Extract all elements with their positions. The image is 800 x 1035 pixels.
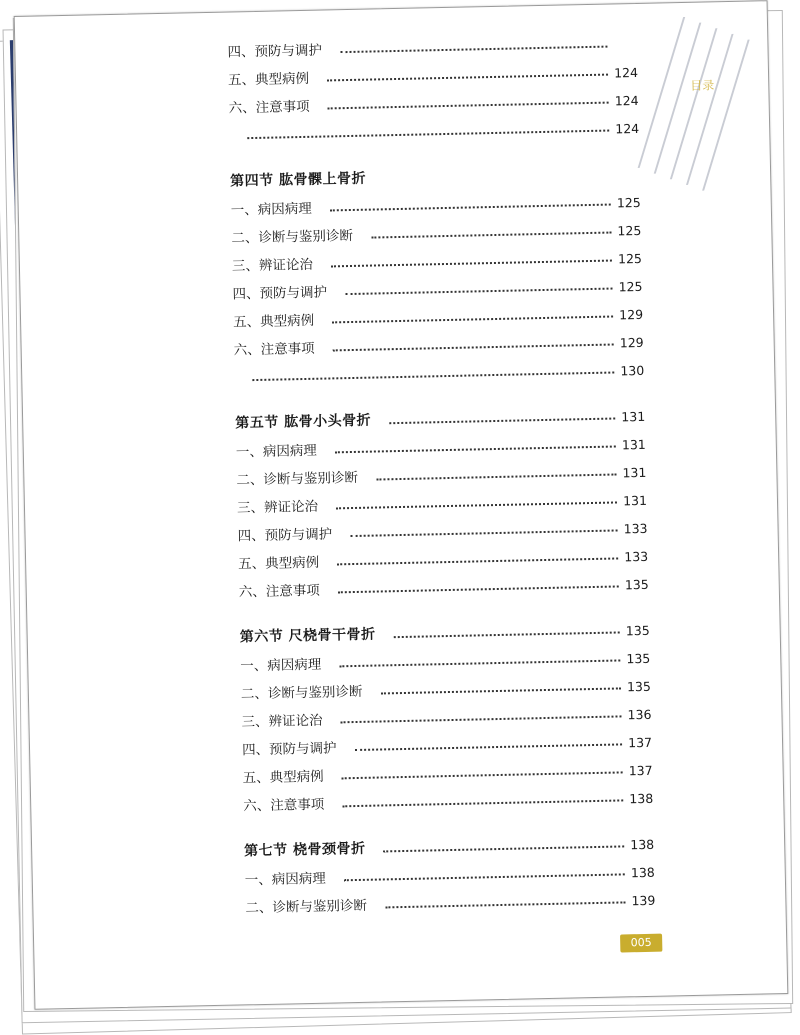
toc-section [244, 824, 656, 917]
page-number-badge: 005 [620, 934, 662, 953]
page-number: 135 [625, 622, 650, 639]
toc-section [230, 154, 645, 387]
entry-title: 六、注意事项 [243, 796, 325, 815]
page-number: 131 [621, 408, 646, 425]
section-title: 第七节 桡骨颈骨折 [244, 840, 366, 860]
entry-title: 二、诊断与鉴别诊断 [236, 469, 359, 489]
dot-leader [384, 844, 625, 852]
entry-title: 六、注意事项 [238, 582, 320, 601]
dot-leader [380, 686, 621, 694]
toc-page [14, 0, 789, 1010]
page-number: 125 [617, 250, 643, 267]
entry-title: 二、诊断与鉴别诊断 [231, 227, 354, 247]
page-number: 139 [631, 892, 656, 909]
entry-title: 四、预防与调护 [241, 740, 337, 759]
entry-title: 四、预防与调护 [237, 526, 333, 545]
entry-title: 三、辨证论治 [231, 256, 314, 275]
entry-title: 五、典型病例 [238, 554, 320, 573]
dot-leader [371, 231, 612, 239]
dot-leader [350, 528, 618, 537]
section-title: 第五节 肱骨小头骨折 [235, 412, 372, 432]
dot-leader [333, 343, 614, 352]
page-number: 125 [617, 222, 642, 239]
dot-leader [336, 500, 617, 509]
page-number: 135 [626, 650, 651, 667]
page-number: 133 [623, 520, 648, 537]
page-number: 131 [621, 436, 646, 453]
dot-leader [327, 73, 608, 82]
toc-section [235, 396, 649, 601]
page-number: 131 [622, 492, 648, 509]
page-number: 124 [613, 64, 639, 81]
dot-leader [332, 315, 613, 324]
page-number: 137 [628, 734, 653, 751]
page-number: 124 [614, 92, 639, 109]
dot-leader [337, 556, 618, 565]
page-number: 130 [620, 362, 645, 379]
entry-title: 二、诊断与鉴别诊断 [245, 897, 368, 917]
page-number: 137 [628, 762, 653, 779]
dot-leader [342, 798, 623, 807]
page-number: 124 [615, 120, 640, 137]
dot-leader [252, 371, 614, 382]
dot-leader [339, 658, 620, 667]
page-number: 135 [624, 576, 649, 593]
entry-title: 六、注意事项 [233, 340, 315, 359]
entry-title: 一、病因病理 [235, 442, 318, 461]
page-number: 129 [619, 334, 644, 351]
entry-title: 二、诊断与鉴别诊断 [240, 683, 363, 703]
dot-leader [344, 872, 625, 881]
dot-leader [376, 472, 617, 480]
page-number: 138 [630, 864, 655, 881]
page-number: 136 [627, 706, 652, 723]
entry-title: 一、病因病理 [240, 656, 322, 675]
page-number: 129 [619, 306, 644, 323]
dot-leader [345, 287, 613, 296]
section-title: 第六节 尺桡骨干骨折 [239, 626, 376, 646]
dot-leader [338, 584, 619, 593]
dot-leader [340, 45, 608, 54]
dot-leader [340, 714, 621, 723]
page-number: 125 [618, 278, 643, 295]
decorative-corner [649, 16, 743, 188]
dot-leader [342, 770, 623, 779]
toc-section [239, 610, 653, 815]
page-number: 135 [626, 678, 652, 695]
dot-leader [328, 101, 609, 110]
toc-section [227, 24, 639, 145]
dot-leader [355, 742, 623, 751]
entry-title: 三、辨证论治 [236, 498, 319, 517]
section-title: 第四节 肱骨髁上骨折 [230, 170, 367, 190]
table-of-contents [227, 24, 656, 934]
page-number: 138 [629, 790, 654, 807]
dot-leader [331, 259, 612, 268]
page-number: 138 [630, 836, 655, 853]
entry-title: 一、病因病理 [244, 870, 326, 889]
dot-leader [385, 900, 626, 908]
page-number: 125 [616, 194, 641, 211]
sidebar-label: 目录 [690, 78, 715, 93]
entry-title: 五、典型病例 [232, 312, 315, 331]
dot-leader [389, 416, 615, 424]
entry-title: 六、注意事项 [228, 98, 310, 117]
entry-title: 五、典型病例 [227, 70, 310, 89]
dot-leader [335, 444, 616, 453]
dot-leader [247, 129, 609, 140]
entry-title: 一、病因病理 [230, 200, 312, 219]
page-number: 131 [622, 464, 647, 481]
dot-leader [330, 203, 611, 212]
dot-leader [394, 630, 620, 638]
entry-title: 四、预防与调护 [227, 42, 323, 61]
entry-title: 五、典型病例 [242, 768, 324, 787]
page-number: 133 [624, 548, 649, 565]
entry-title: 四、预防与调护 [232, 284, 328, 303]
entry-title: 三、辨证论治 [241, 712, 323, 731]
